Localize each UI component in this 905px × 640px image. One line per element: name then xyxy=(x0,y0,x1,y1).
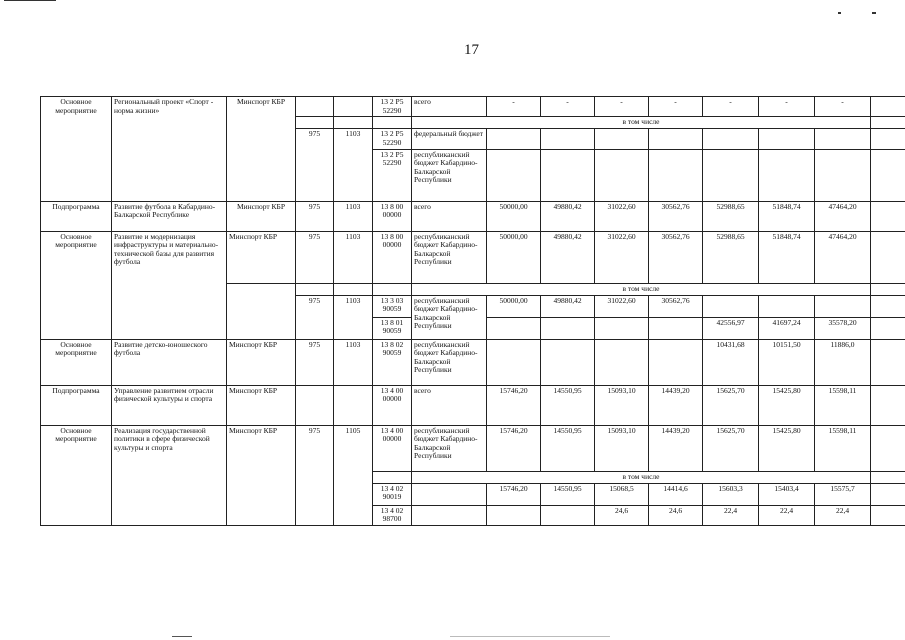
row-type: Основное мероприятие xyxy=(41,97,112,202)
row-name: Развитие детско-юношеского футбола xyxy=(112,339,227,385)
top-edge-line xyxy=(4,0,56,1)
row-type: Подпрограмма xyxy=(41,201,112,231)
subheader: в том числе xyxy=(412,117,871,129)
csr-code: 13 2 P5 52290 xyxy=(373,97,412,117)
table-row: Основное мероприятие Развитие и модернизация инфраструктуры и материально-технической базы для развития футбола Минспорт КБР 975 1103 13 8 00 00000 республиканский бюджет Кабардино-Балкарской Республики 50000,00 49880,42 31022,60 30562,76 52988,65 51848,74 47464,20 xyxy=(41,231,905,283)
source-label: республиканский бюджет Кабардино-Балкарской Республики xyxy=(412,149,487,201)
table-row: 13 4 02 90019 15746,20 14550,95 15068,5 14414,6 15603,3 15403,4 15575,7 xyxy=(41,483,905,505)
table-row: 975 1103 13 3 03 90059 республиканский бюджет Кабардино-Балкарской Республики 50000,00 49880,42 31022,60 30562,76 xyxy=(41,295,905,317)
scan-mark xyxy=(450,636,610,637)
responsible: Минспорт КБР xyxy=(227,97,296,202)
csr-code: 13 2 P5 52290 xyxy=(373,129,412,149)
row-name: Управление развитием отрасли физической культуры и спорта xyxy=(112,385,227,425)
scan-mark xyxy=(838,12,841,14)
table-row: 13 4 02 98700 24,6 24,6 22,4 22,4 22,4 xyxy=(41,505,905,525)
csr-code: 13 2 P5 52290 xyxy=(373,149,412,201)
source-label: федеральный бюджет xyxy=(412,129,487,149)
grbs-code: 975 xyxy=(296,129,334,201)
row-type: Основное мероприятие xyxy=(41,425,112,525)
table-row: в том числе xyxy=(41,283,905,295)
rz-code: 1103 xyxy=(334,129,373,201)
table-row: Основное мероприятие Реализация государственной политики в сфере физической культуры и спорта Минспорт КБР 975 1105 13 4 00 00000 республиканский бюджет Кабардино-Балкарской Республики 15746,20 14550,95 15093,10 14439,20 15625,70 15425,80 15598,11 xyxy=(41,425,905,471)
table-row: Подпрограмма Развитие футбола в Кабардино-Балкарской Республике Минспорт КБР 975 1103 13 8 00 00000 всего 50000,00 49880,42 31022,60 30562,76 52988,65 51848,74 47464,20 xyxy=(41,201,905,231)
page-number: 17 xyxy=(464,42,479,58)
source-label: всего xyxy=(412,97,487,117)
row-type: Основное мероприятие xyxy=(41,339,112,385)
budget-table xyxy=(40,96,905,526)
scan-mark xyxy=(172,636,192,637)
row-name: Развитие и модернизация инфраструктуры и материально-технической базы для развития футбола xyxy=(112,231,227,339)
scan-mark xyxy=(872,12,876,14)
table-row: 13 8 01 90059 42556,97 41697,24 35578,20 xyxy=(41,317,905,339)
row-type: Подпрограмма xyxy=(41,385,112,425)
row-name: Региональный проект «Спорт - норма жизни» xyxy=(112,97,227,202)
table-row: в том числе xyxy=(41,471,905,483)
row-name: Развитие футбола в Кабардино-Балкарской Республике xyxy=(112,201,227,231)
table-row: Подпрограмма Управление развитием отрасли физической культуры и спорта Минспорт КБР 13 4 00 00000 всего 15746,20 14550,95 15093,10 14439,20 15625,70 15425,80 15598,11 xyxy=(41,385,905,425)
row-type: Основное мероприятие xyxy=(41,231,112,339)
table-row: Основное мероприятие Развитие детско-юношеского футбола Минспорт КБР 975 1103 13 8 02 90059 республиканский бюджет Кабардино-Балкарской Республики 10431,68 10151,50 11886,0 xyxy=(41,339,905,385)
table-row: Основное мероприятие Региональный проект «Спорт - норма жизни» Минспорт КБР 13 2 P5 52290 всего - - - - - - - xyxy=(41,97,905,117)
row-name: Реализация государственной политики в сфере физической культуры и спорта xyxy=(112,425,227,525)
